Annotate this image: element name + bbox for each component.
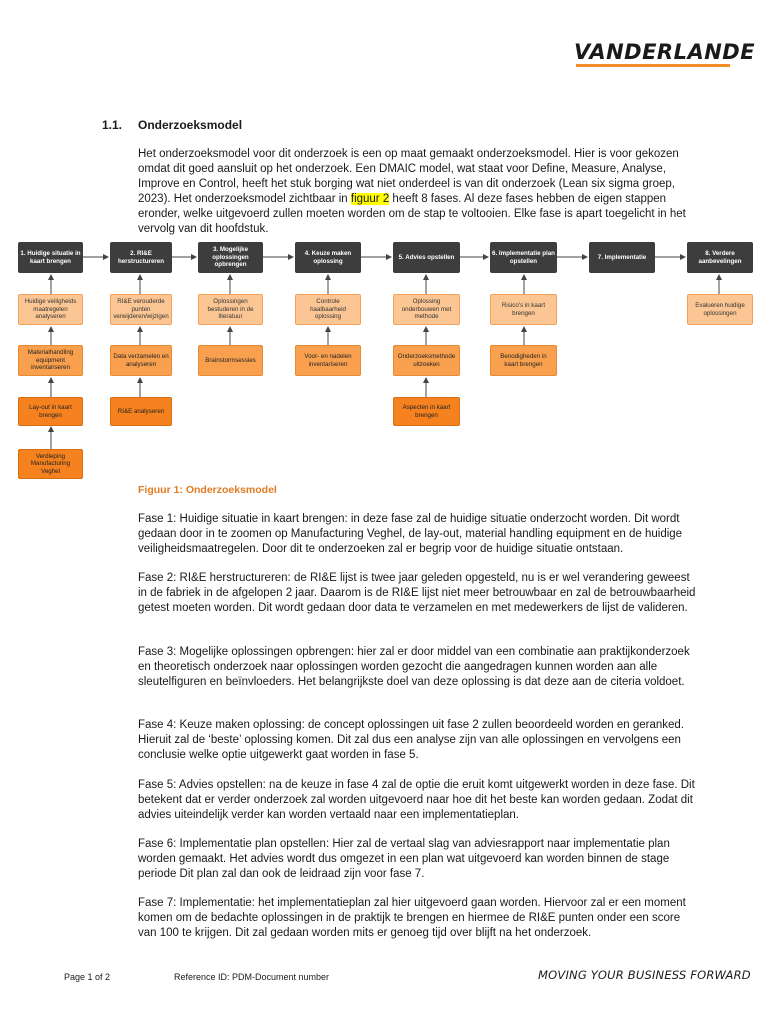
phase-box-6: 6. Implementatie plan opstellen [490, 242, 557, 273]
footer-slogan: MOVING YOUR BUSINESS FORWARD [538, 968, 751, 982]
step-box-5-2: Onderzoeksmethode uitzoeken [393, 345, 460, 376]
step-box-1-2: Materialhandling equipment inventariseren [18, 345, 83, 376]
intro-text-before: Het onderzoeksmodel voor dit onderzoek is een op maat gemaakt onderzoeksmodel. Hier is voor gekozen omdat dit goed aansluit op het onderzoek. Een DMAIC model, wat staat voor Define, Measure, Analyse, Improve en Control, heeft het stuk borging wat niet onderdeel is van dit onderzoek (Lean six sigma groep, 2023). Het onderzoeksmodel zichtbaar in [138, 148, 679, 205]
figure-caption: Figuur 1: Onderzoeksmodel [138, 484, 277, 496]
phase-box-1: 1. Huidige situatie in kaart brengen [18, 242, 83, 273]
research-model-diagram [0, 236, 768, 486]
phase-box-4: 4. Keuze maken oplossing [295, 242, 361, 273]
phase-box-8: 8. Verdere aanbevelingen [687, 242, 753, 273]
paragraph-fase-6: Fase 6: Implementatie plan opstellen: Hier zal de vertaal slag van adviesrapport naar implementatie plan worden gemaakt. Het advies wordt dus omgezet in een plan wat uitgevoerd kan worden binnen de stage periode Dit plan zal dan ook de leidraad zijn voor fase 7. [138, 838, 670, 880]
step-box-6-1: Risico's in kaart brengen [490, 294, 557, 325]
paragraph-fase-5: Fase 5: Advies opstellen: na de keuze in fase 4 zal de optie die eruit komt uitgewerkt worden in deze fase. Dit betekent dat er verder onderzoek zal worden uitgevoerd naar hoe dit het beste kan worden gedaan. Zodat dit advies uiteindelijk verder kan worden vertaald naar een implementatieplan. [138, 779, 695, 821]
step-box-8-1: Evalueren huidige oplossingen [687, 294, 753, 325]
step-box-1-3: Lay-out in kaart brengen [18, 397, 83, 426]
step-box-2-2: Data verzamelen en analyseren [110, 345, 172, 376]
step-box-3-1: Oplossingen bestuderen in de literatuur [198, 294, 263, 325]
step-box-3-2: Brainstormsessies [198, 345, 263, 376]
phase-box-5: 5. Advies opstellen [393, 242, 460, 273]
step-box-5-3: Aspecten in kaart brengen [393, 397, 460, 426]
section-number: 1.1. [102, 118, 123, 132]
step-box-1-1: Huidige veiligheids maatregelen analyseren [18, 294, 83, 325]
figure-reference-highlight: figuur 2 [350, 193, 390, 205]
step-box-4-1: Controle haalbaarheid oplossing [295, 294, 361, 325]
paragraph-fase-7: Fase 7: Implementatie: het implementatieplan zal hier uitgevoerd gaan worden. Hiervoor zal er een moment komen om de bedachte oplossingen in de praktijk te brengen en hiermee de RI&E punten onder een score van 100 te krijgen. Dit zal gedaan worden mits er genoeg tijd over blijft na het onderzoek. [138, 897, 686, 939]
intro-text-after: heeft 8 fases. Al deze fases hebben de eigen stappen eronder, welke uitgevoerd zullen moeten worden om de stap te voltooien. Elke fase is apart toegelicht in het vervolg van dit hoofdstuk. [138, 193, 686, 235]
step-box-5-1: Oplossing onderbouwen met methode [393, 294, 460, 325]
section-title: Onderzoeksmodel [138, 118, 243, 132]
paragraph-fase-2: Fase 2: RI&E herstructureren: de RI&E lijst is twee jaar geleden opgesteld, nu is er wel verandering geweest in de fabriek in de afgelopen 2 jaar. Daarom is de RI&E lijst niet meer betrouwbaar en zal de betrouwbaarheid getest moeten worden. Dit wordt gedaan door data te verzamelen en met medewerkers de lijst de valideren. [138, 572, 696, 614]
step-box-4-2: Voor- en nadelen inventariseren [295, 345, 361, 376]
step-box-2-3: RI&E analyseren [110, 397, 172, 426]
phase-box-3: 3. Mogelijke oplossingen opbrengen [198, 242, 263, 273]
logo-wordmark: VANDERLANDE [574, 40, 756, 64]
phase-box-2: 2. RI&E herstructureren [110, 242, 172, 273]
intro-paragraph [138, 147, 698, 237]
footer-reference-id: Reference ID: PDM-Document number [174, 972, 330, 982]
company-logo [574, 40, 756, 70]
paragraph-fase-3: Fase 3: Mogelijke oplossingen opbrengen: hier zal er door middel van een combinatie aan praktijkonderzoek en theoretisch onderzoek naar oplossingen worden gezocht die aangedragen kunnen worden aan alle sleutelfiguren en beïnvloeders. Het belangrijkste doel van deze oplossing is dat deze aan de citeria voldoet. [138, 646, 690, 688]
paragraph-fase-4: Fase 4: Keuze maken oplossing: de concept oplossingen uit fase 2 zullen beoordeeld worden en geranked. Hieruit zal de ‘beste’ oplossing komen. Dit zal dus een analyse zijn van alle oplossingen en vervolgens een conclusie welke optie uitgewerkt gaat worden in fase 5. [138, 719, 684, 761]
logo-underline [576, 64, 730, 67]
footer-page-number: Page 1 of 2 [64, 972, 111, 982]
step-box-6-2: Benodigheden in kaart brengen [490, 345, 557, 376]
phase-box-7: 7. Implementatie [589, 242, 655, 273]
step-box-1-4: Verdieping Manufacturing Veghel [18, 449, 83, 479]
step-box-2-1: RI&E verouderde punten verwijderen/wijzigen [110, 294, 172, 325]
paragraph-fase-1: Fase 1: Huidige situatie in kaart brengen: in deze fase zal de huidige situatie onderzocht worden. Dit wordt gedaan door in te zoomen op Manufacturing Veghel, de lay-out, material handling equipment en de huidige veiligheidsmaatregelen. Door dit te onderzoeken zal er begrip voor de huidige situatie ontstaan. [138, 513, 683, 555]
